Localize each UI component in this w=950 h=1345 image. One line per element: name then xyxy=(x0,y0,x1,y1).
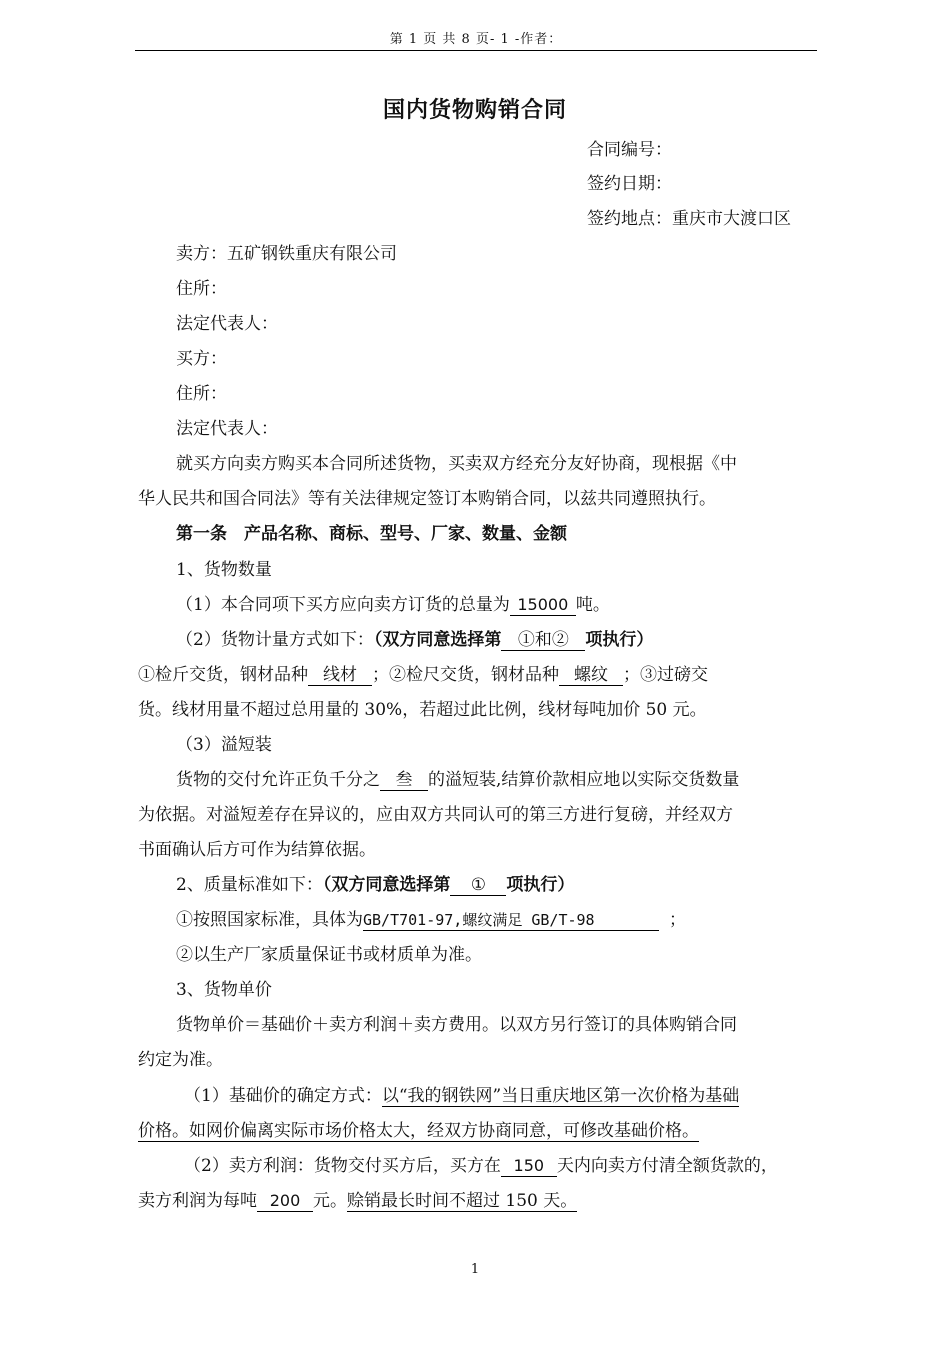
payment-days-value: 150 xyxy=(501,1156,557,1177)
quality-option-1 xyxy=(176,908,686,932)
contract-number-label: 合同编号： xyxy=(587,140,672,160)
sec1-heading: 1、货物数量 xyxy=(176,560,272,580)
total-quantity-value: 15000 xyxy=(510,595,576,616)
page-number: 1 xyxy=(470,1262,480,1277)
sec3-p2-line2-pre: 卖方利润为每吨 xyxy=(138,1191,257,1211)
sec1-p3-pre: 货物的交付允许正负千分之 xyxy=(176,770,380,790)
sec3-p2-post: 天内向卖方付清全额货款的， xyxy=(556,1156,778,1176)
quality-option-1-pre: ①按照国家标准，具体为 xyxy=(176,910,363,930)
sec3-line1: 货物单价＝基础价＋卖方利润＋卖方费用。以双方另行签订的具体购销合同 xyxy=(176,1015,737,1035)
sec2-heading xyxy=(176,873,574,897)
quality-standard-value: GB/T701-97,螺纹满足 GB/T-98 xyxy=(363,910,659,931)
sec1-p3-line1 xyxy=(176,768,739,792)
document-title: 国内货物购销合同 xyxy=(382,97,567,123)
header-rule xyxy=(135,50,817,51)
option-a-value: 线材 xyxy=(308,665,372,686)
sec3-p2-pre: （2）卖方利润：货物交付买方后，买方在 xyxy=(184,1156,501,1176)
buyer-rep-line: 法定代表人： xyxy=(176,419,278,439)
measure-options-line xyxy=(138,663,708,687)
sec1-p3-heading: （3）溢短装 xyxy=(176,735,272,755)
sec1-p3-line3: 书面确认后方可作为结算依据。 xyxy=(138,840,376,860)
sec3-p2-line2-mid: 元。 xyxy=(313,1191,347,1211)
seller-address-line: 住所： xyxy=(176,279,227,299)
option-c: ；③过磅交 xyxy=(623,665,708,685)
sign-date-label: 签约日期： xyxy=(587,174,672,194)
sec1-p2-bold-pre: （双方同意选择第 xyxy=(373,630,502,650)
option-b-value: 螺纹 xyxy=(559,665,623,686)
sec3-p2-line2 xyxy=(138,1189,577,1213)
sec3-p1-line2 xyxy=(138,1119,699,1143)
sec3-p1-line1 xyxy=(184,1084,739,1108)
sec1-p3-post: 的溢短装,结算价款相应地以实际交货数量 xyxy=(428,770,740,790)
option-b-pre: ；②检尺交货，钢材品种 xyxy=(372,665,559,685)
intro-line-2: 华人民共和国合同法》等有关法律规定签订本购销合同，以兹共同遵照执行。 xyxy=(138,489,716,509)
sec1-p2-bold-post: 项执行） xyxy=(585,630,654,650)
sec3-p2-line1 xyxy=(184,1154,778,1178)
credit-limit-text: 赊销最长时间不超过 150 天。 xyxy=(347,1191,578,1211)
buyer-address-line: 住所： xyxy=(176,384,227,404)
seller-rep-line: 法定代表人： xyxy=(176,314,278,334)
sec1-p3-line2: 为依据。对溢短差存在异议的，应由双方共同认可的第三方进行复磅，并经双方 xyxy=(138,805,733,825)
tolerance-value: 叁 xyxy=(380,770,428,791)
measure-options-cont: 货。线材用量不超过总用量的 30%，若超过此比例，线材每吨加价 50 元。 xyxy=(138,700,707,720)
page-header: 第 1 页 共 8 页- 1 -作者： xyxy=(389,32,563,47)
sec1-p1-pre: （1）本合同项下买方应向卖方订货的总量为 xyxy=(176,595,510,615)
base-price-method-2: 价格。如网价偏离实际市场价格太大，经双方协商同意，可修改基础价格。 xyxy=(138,1121,699,1141)
sec1-p1-post: 吨。 xyxy=(575,595,610,615)
seller-profit-value: 200 xyxy=(257,1191,313,1212)
option-a-pre: ①检斤交货，钢材品种 xyxy=(138,665,308,685)
sec1-p1 xyxy=(176,593,610,617)
quality-option-1-post: ； xyxy=(669,910,686,930)
article1-heading: 第一条 产品名称、商标、型号、厂家、数量、金额 xyxy=(176,524,567,544)
base-price-method-1: 以“我的钢铁网”当日重庆地区第一次价格为基础 xyxy=(381,1086,740,1106)
seller-line: 卖方：五矿钢铁重庆有限公司 xyxy=(176,244,397,264)
sec3-line2: 约定为准。 xyxy=(138,1050,223,1070)
intro-line-1: 就买方向卖方购买本合同所述货物，买卖双方经充分友好协商，现根据《中 xyxy=(176,454,737,474)
sign-place-label: 签约地点：重庆市大渡口区 xyxy=(587,209,791,229)
quality-option-2: ②以生产厂家质量保证书或材质单为准。 xyxy=(176,945,482,965)
measure-option-value: ①和② xyxy=(501,630,585,651)
sec3-p1-pre: （1）基础价的确定方式： xyxy=(184,1086,382,1106)
sec2-bold-post: 项执行） xyxy=(506,875,575,895)
quality-option-value: ① xyxy=(450,875,506,896)
sec1-p2-pre: （2）货物计量方式如下： xyxy=(176,630,374,650)
buyer-line: 买方： xyxy=(176,349,227,369)
sec2-bold-pre: （双方同意选择第 xyxy=(322,875,451,895)
sec2-heading-pre: 2、质量标准如下： xyxy=(176,875,323,895)
sec3-heading: 3、货物单价 xyxy=(176,980,272,1000)
sec1-p2 xyxy=(176,628,653,652)
